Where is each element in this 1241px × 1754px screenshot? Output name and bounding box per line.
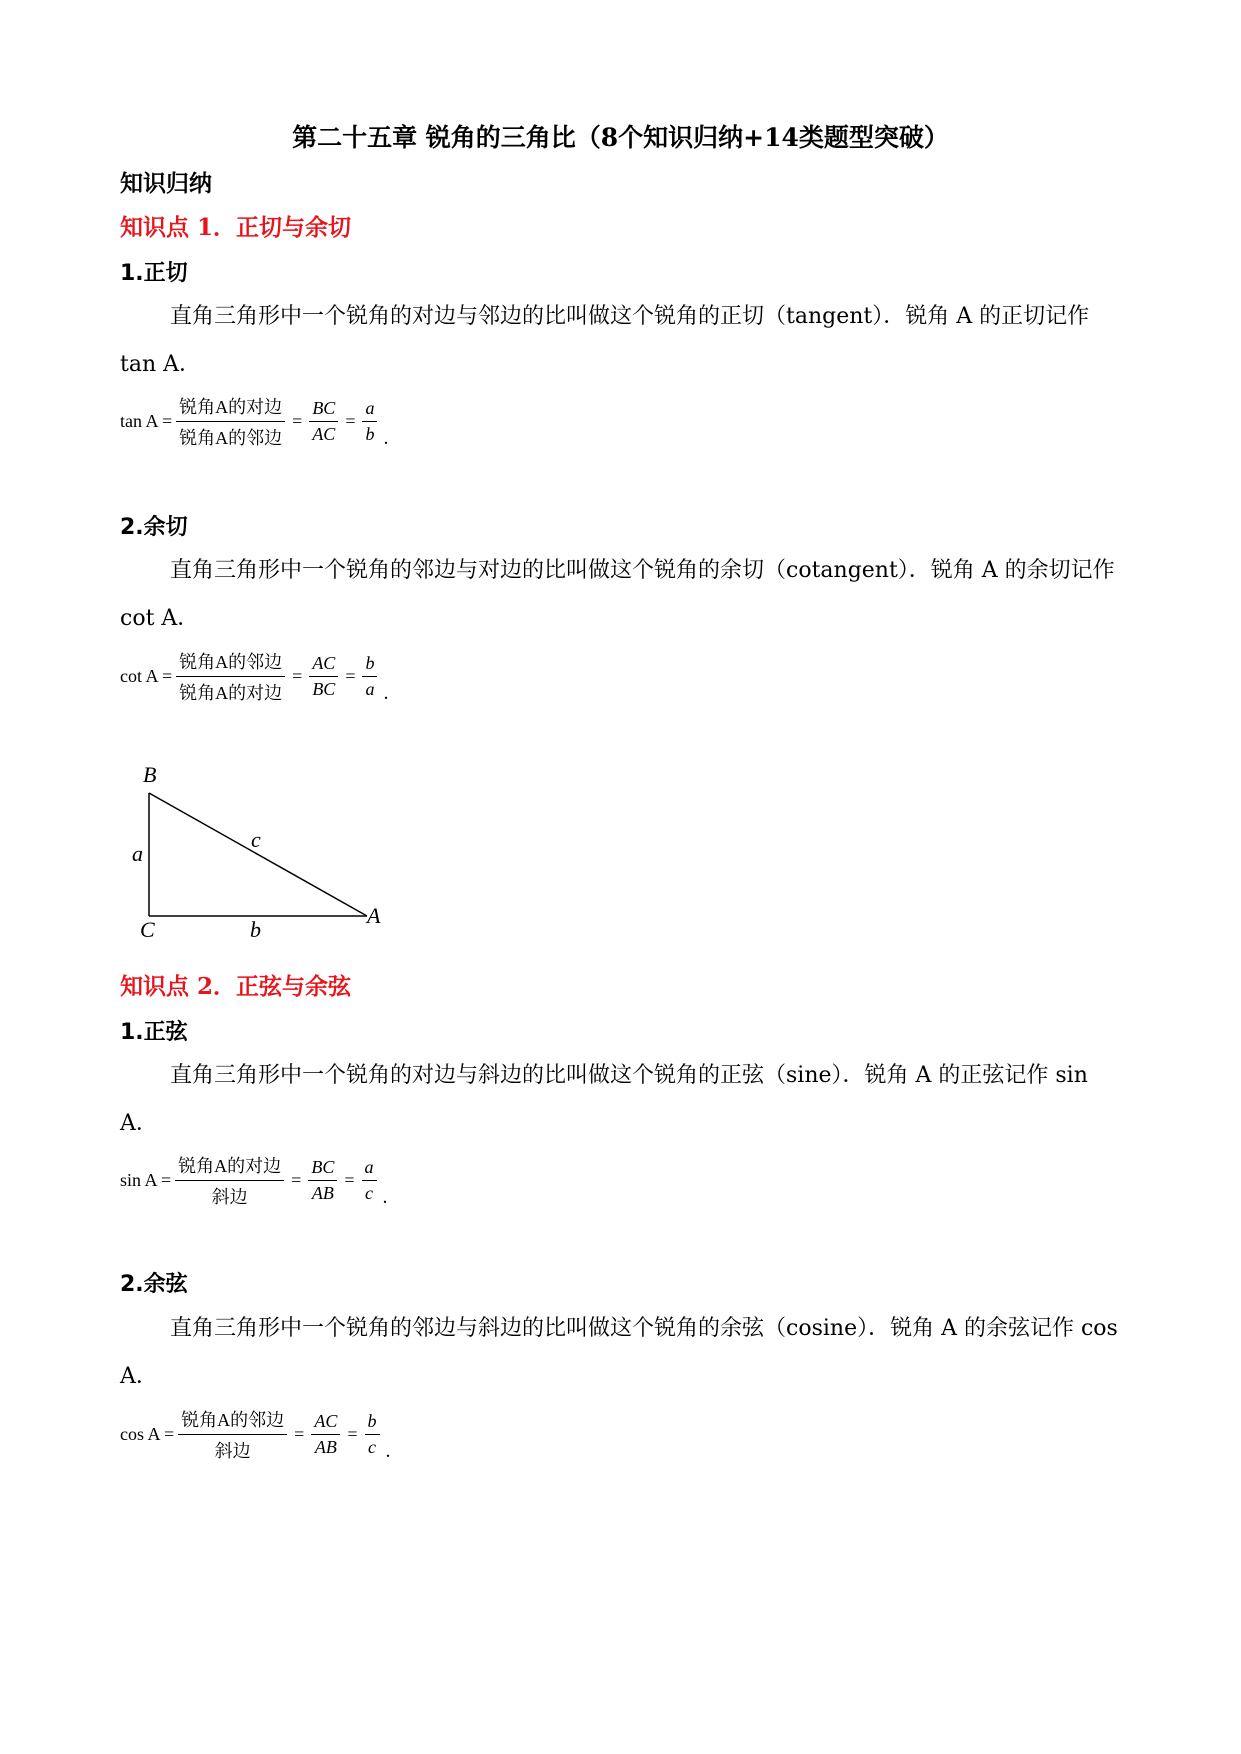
- right-triangle-figure: [130, 762, 400, 945]
- numerator: BC: [308, 1157, 337, 1181]
- fraction: [362, 653, 377, 700]
- side-c: [149, 793, 367, 916]
- cos-subheading: 2.余弦: [120, 1272, 188, 1297]
- equals-sign: =: [347, 1424, 358, 1444]
- sin-subheading: 1.正弦: [120, 1020, 188, 1045]
- tan-definition: 直角三角形中一个锐角的对边与邻边的比叫做这个锐角的正切（tangent）．锐角 A 的正切记作 tan A．: [120, 304, 1090, 377]
- fraction: [311, 1411, 340, 1458]
- fraction: [309, 653, 338, 700]
- equals-sign: =: [292, 411, 303, 431]
- equals-sign: =: [345, 666, 356, 686]
- fraction: [178, 1406, 287, 1463]
- numerator: 锐角A的对边: [175, 1152, 284, 1181]
- numerator: 锐角A的邻边: [178, 1406, 287, 1435]
- fraction: [309, 398, 338, 445]
- section-heading: 知识归纳: [120, 170, 212, 197]
- denominator: a: [365, 679, 375, 699]
- denominator: b: [365, 424, 375, 444]
- cos-formula: [120, 1406, 391, 1463]
- side-b-label: b: [250, 917, 261, 942]
- cot-definition: 直角三角形中一个锐角的邻边与对边的比叫做这个锐角的余切（cotangent）．锐角 A 的余切记作 cot A．: [120, 558, 1115, 631]
- numerator: BC: [309, 398, 338, 422]
- vertex-c-label: C: [140, 917, 155, 942]
- denominator: 斜边: [211, 1187, 248, 1207]
- formula-lhs: cot A =: [120, 666, 173, 686]
- tan-subheading: 1.正切: [120, 261, 188, 286]
- side-c-label: c: [251, 827, 261, 852]
- vertex-a-label: A: [367, 903, 381, 928]
- fraction: [176, 648, 285, 705]
- numerator: a: [362, 1157, 377, 1181]
- page-title: 第二十五章 锐角的三角比（8个知识归纳+14类题型突破）: [292, 123, 949, 152]
- period: .: [383, 427, 389, 449]
- fraction: [362, 1157, 377, 1204]
- denominator: c: [365, 1183, 373, 1203]
- numerator: b: [365, 1411, 380, 1435]
- sin-formula: [120, 1152, 388, 1209]
- denominator: AB: [314, 1437, 337, 1457]
- equals-sign: =: [292, 666, 303, 686]
- denominator: c: [368, 1437, 376, 1457]
- denominator: 斜边: [214, 1441, 251, 1461]
- formula-lhs: cos A =: [120, 1424, 175, 1444]
- formula-lhs: tan A =: [120, 411, 173, 431]
- numerator: AC: [311, 1411, 340, 1435]
- equals-sign: =: [294, 1424, 305, 1444]
- fraction: [365, 1411, 380, 1458]
- numerator: AC: [309, 653, 338, 677]
- formula-lhs: sin A =: [120, 1170, 172, 1190]
- side-a-label: a: [132, 841, 143, 866]
- numerator: 锐角A的对边: [176, 393, 285, 422]
- fraction: [308, 1157, 337, 1204]
- fraction: [175, 1152, 284, 1209]
- denominator: 锐角A的对边: [179, 683, 283, 703]
- denominator: AB: [311, 1183, 334, 1203]
- equals-sign: =: [291, 1170, 302, 1190]
- numerator: 锐角A的邻边: [176, 648, 285, 677]
- sin-definition: 直角三角形中一个锐角的对边与斜边的比叫做这个锐角的正弦（sine）．锐角 A 的正弦记作 sin A．: [120, 1063, 1088, 1136]
- numerator: a: [362, 398, 377, 422]
- cot-subheading: 2.余切: [120, 515, 188, 540]
- period: .: [383, 682, 389, 704]
- cos-definition: 直角三角形中一个锐角的邻边与斜边的比叫做这个锐角的余弦（cosine）．锐角 A 的余弦记作 cos A．: [120, 1316, 1118, 1389]
- fraction: [362, 398, 377, 445]
- denominator: BC: [312, 679, 336, 699]
- period: .: [382, 1186, 388, 1208]
- period: .: [385, 1440, 391, 1462]
- tan-formula: [120, 393, 388, 450]
- equals-sign: =: [345, 411, 356, 431]
- kp2-heading: 知识点 2．正弦与余弦: [120, 973, 352, 1000]
- triangle-drawing: [130, 765, 400, 945]
- denominator: 锐角A的邻边: [179, 428, 283, 448]
- denominator: AC: [312, 424, 336, 444]
- kp1-heading: 知识点 1．正切与余切: [120, 214, 352, 241]
- vertex-b-label: B: [143, 762, 157, 787]
- fraction: [176, 393, 285, 450]
- equals-sign: =: [344, 1170, 355, 1190]
- numerator: b: [362, 653, 377, 677]
- cot-formula: [120, 648, 388, 705]
